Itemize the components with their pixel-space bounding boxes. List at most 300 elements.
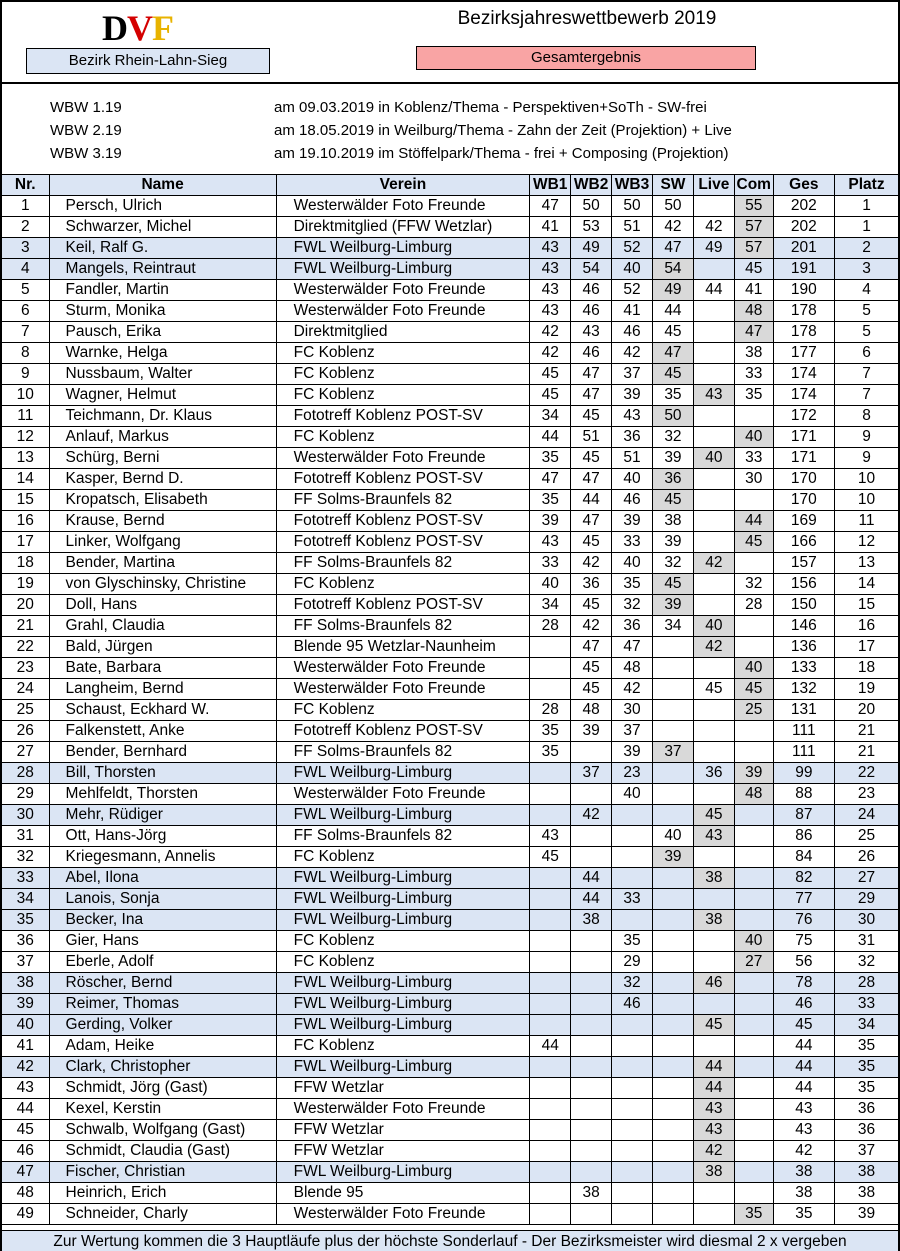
cell-name: Kriegesmann, Annelis <box>49 847 276 868</box>
table-row <box>2 532 898 553</box>
table-body <box>2 196 898 1225</box>
cell-wb2: 44 <box>571 889 612 910</box>
cell-com: 33 <box>734 364 773 385</box>
cell-com: 25 <box>734 700 773 721</box>
cell-sw: 50 <box>652 406 693 427</box>
column-header-ges: Ges <box>773 175 834 196</box>
cell-ges: 201 <box>773 238 834 259</box>
cell-ges: 82 <box>773 868 834 889</box>
cell-club: FWL Weilburg-Limburg <box>276 805 530 826</box>
cell-ges: 76 <box>773 910 834 931</box>
cell-com: 33 <box>734 448 773 469</box>
cell-wb2 <box>571 931 612 952</box>
cell-live <box>693 322 734 343</box>
cell-nr: 39 <box>2 994 49 1015</box>
cell-wb2: 39 <box>571 721 612 742</box>
cell-club: FWL Weilburg-Limburg <box>276 1057 530 1078</box>
cell-nr: 19 <box>2 574 49 595</box>
cell-club: FFW Wetzlar <box>276 1120 530 1141</box>
cell-wb2: 44 <box>571 868 612 889</box>
cell-club: Westerwälder Foto Freunde <box>276 1204 530 1225</box>
cell-nr: 37 <box>2 952 49 973</box>
cell-name: Mangels, Reintraut <box>49 259 276 280</box>
cell-platz: 38 <box>835 1162 898 1183</box>
cell-wb3 <box>612 1141 653 1162</box>
cell-club: Westerwälder Foto Freunde <box>276 1099 530 1120</box>
cell-live: 42 <box>693 553 734 574</box>
cell-sw <box>652 763 693 784</box>
table-row <box>2 910 898 931</box>
cell-ges: 44 <box>773 1078 834 1099</box>
cell-ges: 136 <box>773 637 834 658</box>
cell-wb1: 34 <box>530 595 571 616</box>
cell-wb1 <box>530 1120 571 1141</box>
cell-nr: 44 <box>2 1099 49 1120</box>
cell-wb3: 51 <box>612 448 653 469</box>
cell-live: 36 <box>693 763 734 784</box>
cell-name: Bill, Thorsten <box>49 763 276 784</box>
cell-ges: 38 <box>773 1162 834 1183</box>
cell-club: Westerwälder Foto Freunde <box>276 196 530 217</box>
cell-sw <box>652 1099 693 1120</box>
cell-com <box>734 973 773 994</box>
cell-nr: 40 <box>2 1015 49 1036</box>
cell-wb3: 52 <box>612 280 653 301</box>
cell-wb2: 47 <box>571 511 612 532</box>
cell-wb2: 54 <box>571 259 612 280</box>
cell-wb2 <box>571 1141 612 1162</box>
cell-wb2: 47 <box>571 469 612 490</box>
cell-live <box>693 427 734 448</box>
cell-ges: 157 <box>773 553 834 574</box>
cell-club: FWL Weilburg-Limburg <box>276 763 530 784</box>
cell-com <box>734 1183 773 1204</box>
cell-platz: 26 <box>835 847 898 868</box>
cell-name: Kasper, Bernd D. <box>49 469 276 490</box>
cell-club: Direktmitglied <box>276 322 530 343</box>
cell-com: 40 <box>734 658 773 679</box>
cell-com: 40 <box>734 931 773 952</box>
cell-platz: 36 <box>835 1099 898 1120</box>
dvf-logo: DVF <box>102 8 173 48</box>
table-row <box>2 826 898 847</box>
cell-live: 40 <box>693 448 734 469</box>
cell-platz: 14 <box>835 574 898 595</box>
cell-sw: 45 <box>652 490 693 511</box>
cell-com <box>734 637 773 658</box>
cell-live: 49 <box>693 238 734 259</box>
cell-sw <box>652 994 693 1015</box>
cell-wb1 <box>530 994 571 1015</box>
table-row <box>2 868 898 889</box>
cell-sw <box>652 1141 693 1162</box>
cell-wb2 <box>571 1078 612 1099</box>
cell-wb3: 32 <box>612 973 653 994</box>
cell-name: Warnke, Helga <box>49 343 276 364</box>
cell-wb3: 36 <box>612 427 653 448</box>
cell-ges: 75 <box>773 931 834 952</box>
cell-nr: 3 <box>2 238 49 259</box>
cell-wb1: 28 <box>530 616 571 637</box>
cell-name: Reimer, Thomas <box>49 994 276 1015</box>
cell-nr: 30 <box>2 805 49 826</box>
cell-wb3: 36 <box>612 616 653 637</box>
cell-wb2: 53 <box>571 217 612 238</box>
cell-wb1: 35 <box>530 448 571 469</box>
cell-nr: 21 <box>2 616 49 637</box>
cell-wb3 <box>612 1015 653 1036</box>
cell-sw: 40 <box>652 826 693 847</box>
table-row <box>2 301 898 322</box>
cell-live: 43 <box>693 385 734 406</box>
cell-club: FF Solms-Braunfels 82 <box>276 490 530 511</box>
cell-wb3: 50 <box>612 196 653 217</box>
column-header-live: Live <box>693 175 734 196</box>
cell-ges: 166 <box>773 532 834 553</box>
cell-live <box>693 406 734 427</box>
cell-nr: 4 <box>2 259 49 280</box>
cell-wb1: 28 <box>530 700 571 721</box>
cell-wb1 <box>530 658 571 679</box>
cell-platz: 28 <box>835 973 898 994</box>
cell-ges: 174 <box>773 364 834 385</box>
cell-club: FC Koblenz <box>276 931 530 952</box>
table-row <box>2 1099 898 1120</box>
cell-nr: 41 <box>2 1036 49 1057</box>
table-row <box>2 679 898 700</box>
cell-club: FF Solms-Braunfels 82 <box>276 553 530 574</box>
cell-live: 38 <box>693 1162 734 1183</box>
cell-wb2: 45 <box>571 679 612 700</box>
cell-com <box>734 406 773 427</box>
cell-com <box>734 847 773 868</box>
cell-com <box>734 994 773 1015</box>
cell-wb1 <box>530 1015 571 1036</box>
cell-name: Schmidt, Claudia (Gast) <box>49 1141 276 1162</box>
table-row <box>2 763 898 784</box>
cell-platz: 23 <box>835 784 898 805</box>
cell-platz: 5 <box>835 322 898 343</box>
cell-ges: 44 <box>773 1057 834 1078</box>
cell-com <box>734 721 773 742</box>
cell-live <box>693 784 734 805</box>
cell-ges: 178 <box>773 322 834 343</box>
cell-wb3: 40 <box>612 469 653 490</box>
cell-com <box>734 805 773 826</box>
cell-platz: 10 <box>835 469 898 490</box>
cell-ges: 45 <box>773 1015 834 1036</box>
table-row <box>2 364 898 385</box>
cell-platz: 13 <box>835 553 898 574</box>
cell-nr: 11 <box>2 406 49 427</box>
cell-sw: 54 <box>652 259 693 280</box>
cell-live <box>693 721 734 742</box>
cell-ges: 170 <box>773 469 834 490</box>
cell-name: Bate, Barbara <box>49 658 276 679</box>
cell-sw: 39 <box>652 448 693 469</box>
table-row <box>2 784 898 805</box>
cell-live: 42 <box>693 1141 734 1162</box>
cell-club: Blende 95 Wetzlar-Naunheim <box>276 637 530 658</box>
cell-platz: 39 <box>835 1204 898 1225</box>
cell-sw: 44 <box>652 301 693 322</box>
cell-com <box>734 1057 773 1078</box>
cell-ges: 46 <box>773 994 834 1015</box>
cell-name: Gerding, Volker <box>49 1015 276 1036</box>
cell-live <box>693 1183 734 1204</box>
cell-com <box>734 616 773 637</box>
cell-club: FC Koblenz <box>276 343 530 364</box>
cell-nr: 17 <box>2 532 49 553</box>
table-row <box>2 742 898 763</box>
cell-wb2 <box>571 1099 612 1120</box>
cell-ges: 202 <box>773 196 834 217</box>
cell-wb3: 32 <box>612 595 653 616</box>
cell-wb3: 37 <box>612 721 653 742</box>
cell-platz: 33 <box>835 994 898 1015</box>
cell-wb3: 46 <box>612 994 653 1015</box>
cell-name: Teichmann, Dr. Klaus <box>49 406 276 427</box>
cell-ges: 156 <box>773 574 834 595</box>
cell-wb3: 40 <box>612 259 653 280</box>
cell-live: 43 <box>693 1120 734 1141</box>
cell-sw <box>652 931 693 952</box>
cell-name: Kexel, Kerstin <box>49 1099 276 1120</box>
cell-sw: 39 <box>652 847 693 868</box>
cell-wb2 <box>571 1204 612 1225</box>
cell-platz: 2 <box>835 238 898 259</box>
cell-wb1: 44 <box>530 1036 571 1057</box>
competition-code: WBW 2.19 <box>50 122 122 139</box>
cell-wb3: 51 <box>612 217 653 238</box>
cell-wb3: 41 <box>612 301 653 322</box>
cell-wb2 <box>571 1120 612 1141</box>
cell-nr: 35 <box>2 910 49 931</box>
cell-wb1 <box>530 784 571 805</box>
cell-nr: 8 <box>2 343 49 364</box>
cell-wb1: 45 <box>530 385 571 406</box>
cell-name: Bender, Bernhard <box>49 742 276 763</box>
cell-wb1 <box>530 679 571 700</box>
cell-nr: 36 <box>2 931 49 952</box>
cell-wb2: 47 <box>571 637 612 658</box>
cell-wb1 <box>530 973 571 994</box>
cell-wb3: 42 <box>612 679 653 700</box>
cell-platz: 38 <box>835 1183 898 1204</box>
cell-wb3 <box>612 1183 653 1204</box>
cell-platz: 11 <box>835 511 898 532</box>
cell-wb1: 43 <box>530 238 571 259</box>
cell-com: 27 <box>734 952 773 973</box>
cell-name: Persch, Ulrich <box>49 196 276 217</box>
cell-ges: 111 <box>773 721 834 742</box>
district-label: Bezirk Rhein-Lahn-Sieg <box>26 48 270 74</box>
cell-sw: 39 <box>652 532 693 553</box>
table-row <box>2 1036 898 1057</box>
cell-wb3 <box>612 1204 653 1225</box>
cell-name: Bender, Martina <box>49 553 276 574</box>
cell-sw <box>652 1015 693 1036</box>
cell-sw: 35 <box>652 385 693 406</box>
cell-sw <box>652 721 693 742</box>
cell-nr: 33 <box>2 868 49 889</box>
cell-name: Sturm, Monika <box>49 301 276 322</box>
cell-wb3: 39 <box>612 742 653 763</box>
cell-wb2: 42 <box>571 616 612 637</box>
cell-wb3: 46 <box>612 322 653 343</box>
cell-live <box>693 343 734 364</box>
cell-ges: 78 <box>773 973 834 994</box>
cell-com <box>734 553 773 574</box>
cell-platz: 1 <box>835 196 898 217</box>
cell-live <box>693 532 734 553</box>
cell-name: Keil, Ralf G. <box>49 238 276 259</box>
cell-ges: 77 <box>773 889 834 910</box>
table-row <box>2 1204 898 1225</box>
cell-sw: 50 <box>652 196 693 217</box>
table-row <box>2 931 898 952</box>
cell-com <box>734 1120 773 1141</box>
table-row <box>2 1183 898 1204</box>
cell-wb3 <box>612 1099 653 1120</box>
cell-platz: 7 <box>835 385 898 406</box>
cell-live <box>693 301 734 322</box>
cell-wb2: 36 <box>571 574 612 595</box>
cell-nr: 23 <box>2 658 49 679</box>
cell-name: Eberle, Adolf <box>49 952 276 973</box>
cell-club: Blende 95 <box>276 1183 530 1204</box>
cell-club: FC Koblenz <box>276 574 530 595</box>
cell-nr: 6 <box>2 301 49 322</box>
cell-ges: 43 <box>773 1120 834 1141</box>
cell-wb3: 42 <box>612 343 653 364</box>
cell-live: 42 <box>693 217 734 238</box>
cell-live <box>693 364 734 385</box>
cell-wb1: 41 <box>530 217 571 238</box>
cell-nr: 38 <box>2 973 49 994</box>
competition-list <box>2 92 898 174</box>
competition-description: am 09.03.2019 in Koblenz/Thema - Perspektiven+SoTh - SW-frei <box>274 99 707 116</box>
cell-sw: 32 <box>652 427 693 448</box>
cell-name: Fischer, Christian <box>49 1162 276 1183</box>
cell-name: Clark, Christopher <box>49 1057 276 1078</box>
cell-wb2 <box>571 1162 612 1183</box>
cell-wb2: 45 <box>571 406 612 427</box>
cell-sw: 49 <box>652 280 693 301</box>
cell-ges: 133 <box>773 658 834 679</box>
table-row <box>2 217 898 238</box>
cell-com <box>734 1078 773 1099</box>
cell-wb1: 35 <box>530 721 571 742</box>
cell-platz: 25 <box>835 826 898 847</box>
cell-wb1 <box>530 1162 571 1183</box>
cell-platz: 9 <box>835 427 898 448</box>
cell-ges: 132 <box>773 679 834 700</box>
cell-wb3: 30 <box>612 700 653 721</box>
cell-com: 47 <box>734 322 773 343</box>
competition-item <box>2 119 898 143</box>
cell-wb3 <box>612 1036 653 1057</box>
cell-platz: 1 <box>835 217 898 238</box>
cell-wb1: 45 <box>530 364 571 385</box>
cell-wb2 <box>571 952 612 973</box>
cell-live <box>693 595 734 616</box>
cell-club: FWL Weilburg-Limburg <box>276 910 530 931</box>
cell-wb2 <box>571 784 612 805</box>
cell-sw: 39 <box>652 595 693 616</box>
cell-wb2: 46 <box>571 343 612 364</box>
cell-nr: 47 <box>2 1162 49 1183</box>
cell-club: Fototreff Koblenz POST-SV <box>276 532 530 553</box>
column-header-sw: SW <box>652 175 693 196</box>
cell-name: Adam, Heike <box>49 1036 276 1057</box>
page-title: Bezirksjahreswettbewerb 2019 <box>457 8 717 29</box>
table-row <box>2 448 898 469</box>
cell-wb3 <box>612 1120 653 1141</box>
cell-live <box>693 952 734 973</box>
cell-com <box>734 889 773 910</box>
cell-wb3 <box>612 1057 653 1078</box>
cell-ges: 202 <box>773 217 834 238</box>
cell-live <box>693 1036 734 1057</box>
cell-name: Pausch, Erika <box>49 322 276 343</box>
table-row <box>2 574 898 595</box>
cell-nr: 13 <box>2 448 49 469</box>
cell-com <box>734 742 773 763</box>
cell-club: Fototreff Koblenz POST-SV <box>276 595 530 616</box>
cell-sw <box>652 805 693 826</box>
cell-wb3: 39 <box>612 385 653 406</box>
cell-club: FWL Weilburg-Limburg <box>276 868 530 889</box>
cell-club: FWL Weilburg-Limburg <box>276 1015 530 1036</box>
cell-nr: 49 <box>2 1204 49 1225</box>
cell-wb2: 47 <box>571 385 612 406</box>
cell-com: 41 <box>734 280 773 301</box>
cell-sw <box>652 1183 693 1204</box>
cell-wb1 <box>530 910 571 931</box>
cell-live: 44 <box>693 1057 734 1078</box>
cell-wb2: 47 <box>571 364 612 385</box>
cell-wb3: 48 <box>612 658 653 679</box>
cell-club: FF Solms-Braunfels 82 <box>276 742 530 763</box>
cell-ges: 172 <box>773 406 834 427</box>
cell-com: 35 <box>734 1204 773 1225</box>
column-header-wb1: WB1 <box>530 175 571 196</box>
cell-wb1 <box>530 637 571 658</box>
cell-wb1 <box>530 1183 571 1204</box>
cell-ges: 170 <box>773 490 834 511</box>
cell-wb1 <box>530 931 571 952</box>
cell-wb2: 45 <box>571 448 612 469</box>
table-row <box>2 1141 898 1162</box>
cell-nr: 20 <box>2 595 49 616</box>
cell-wb1: 43 <box>530 301 571 322</box>
competition-description: am 18.05.2019 in Weilburg/Thema - Zahn der Zeit (Projektion) + Live <box>274 122 732 139</box>
cell-ges: 35 <box>773 1204 834 1225</box>
cell-name: Bald, Jürgen <box>49 637 276 658</box>
cell-wb3 <box>612 910 653 931</box>
cell-live <box>693 259 734 280</box>
cell-platz: 20 <box>835 700 898 721</box>
cell-wb2: 44 <box>571 490 612 511</box>
cell-nr: 22 <box>2 637 49 658</box>
cell-platz: 16 <box>835 616 898 637</box>
cell-wb1: 35 <box>530 742 571 763</box>
cell-wb2 <box>571 847 612 868</box>
cell-sw: 38 <box>652 511 693 532</box>
column-header-wb3: WB3 <box>612 175 653 196</box>
table-row <box>2 259 898 280</box>
